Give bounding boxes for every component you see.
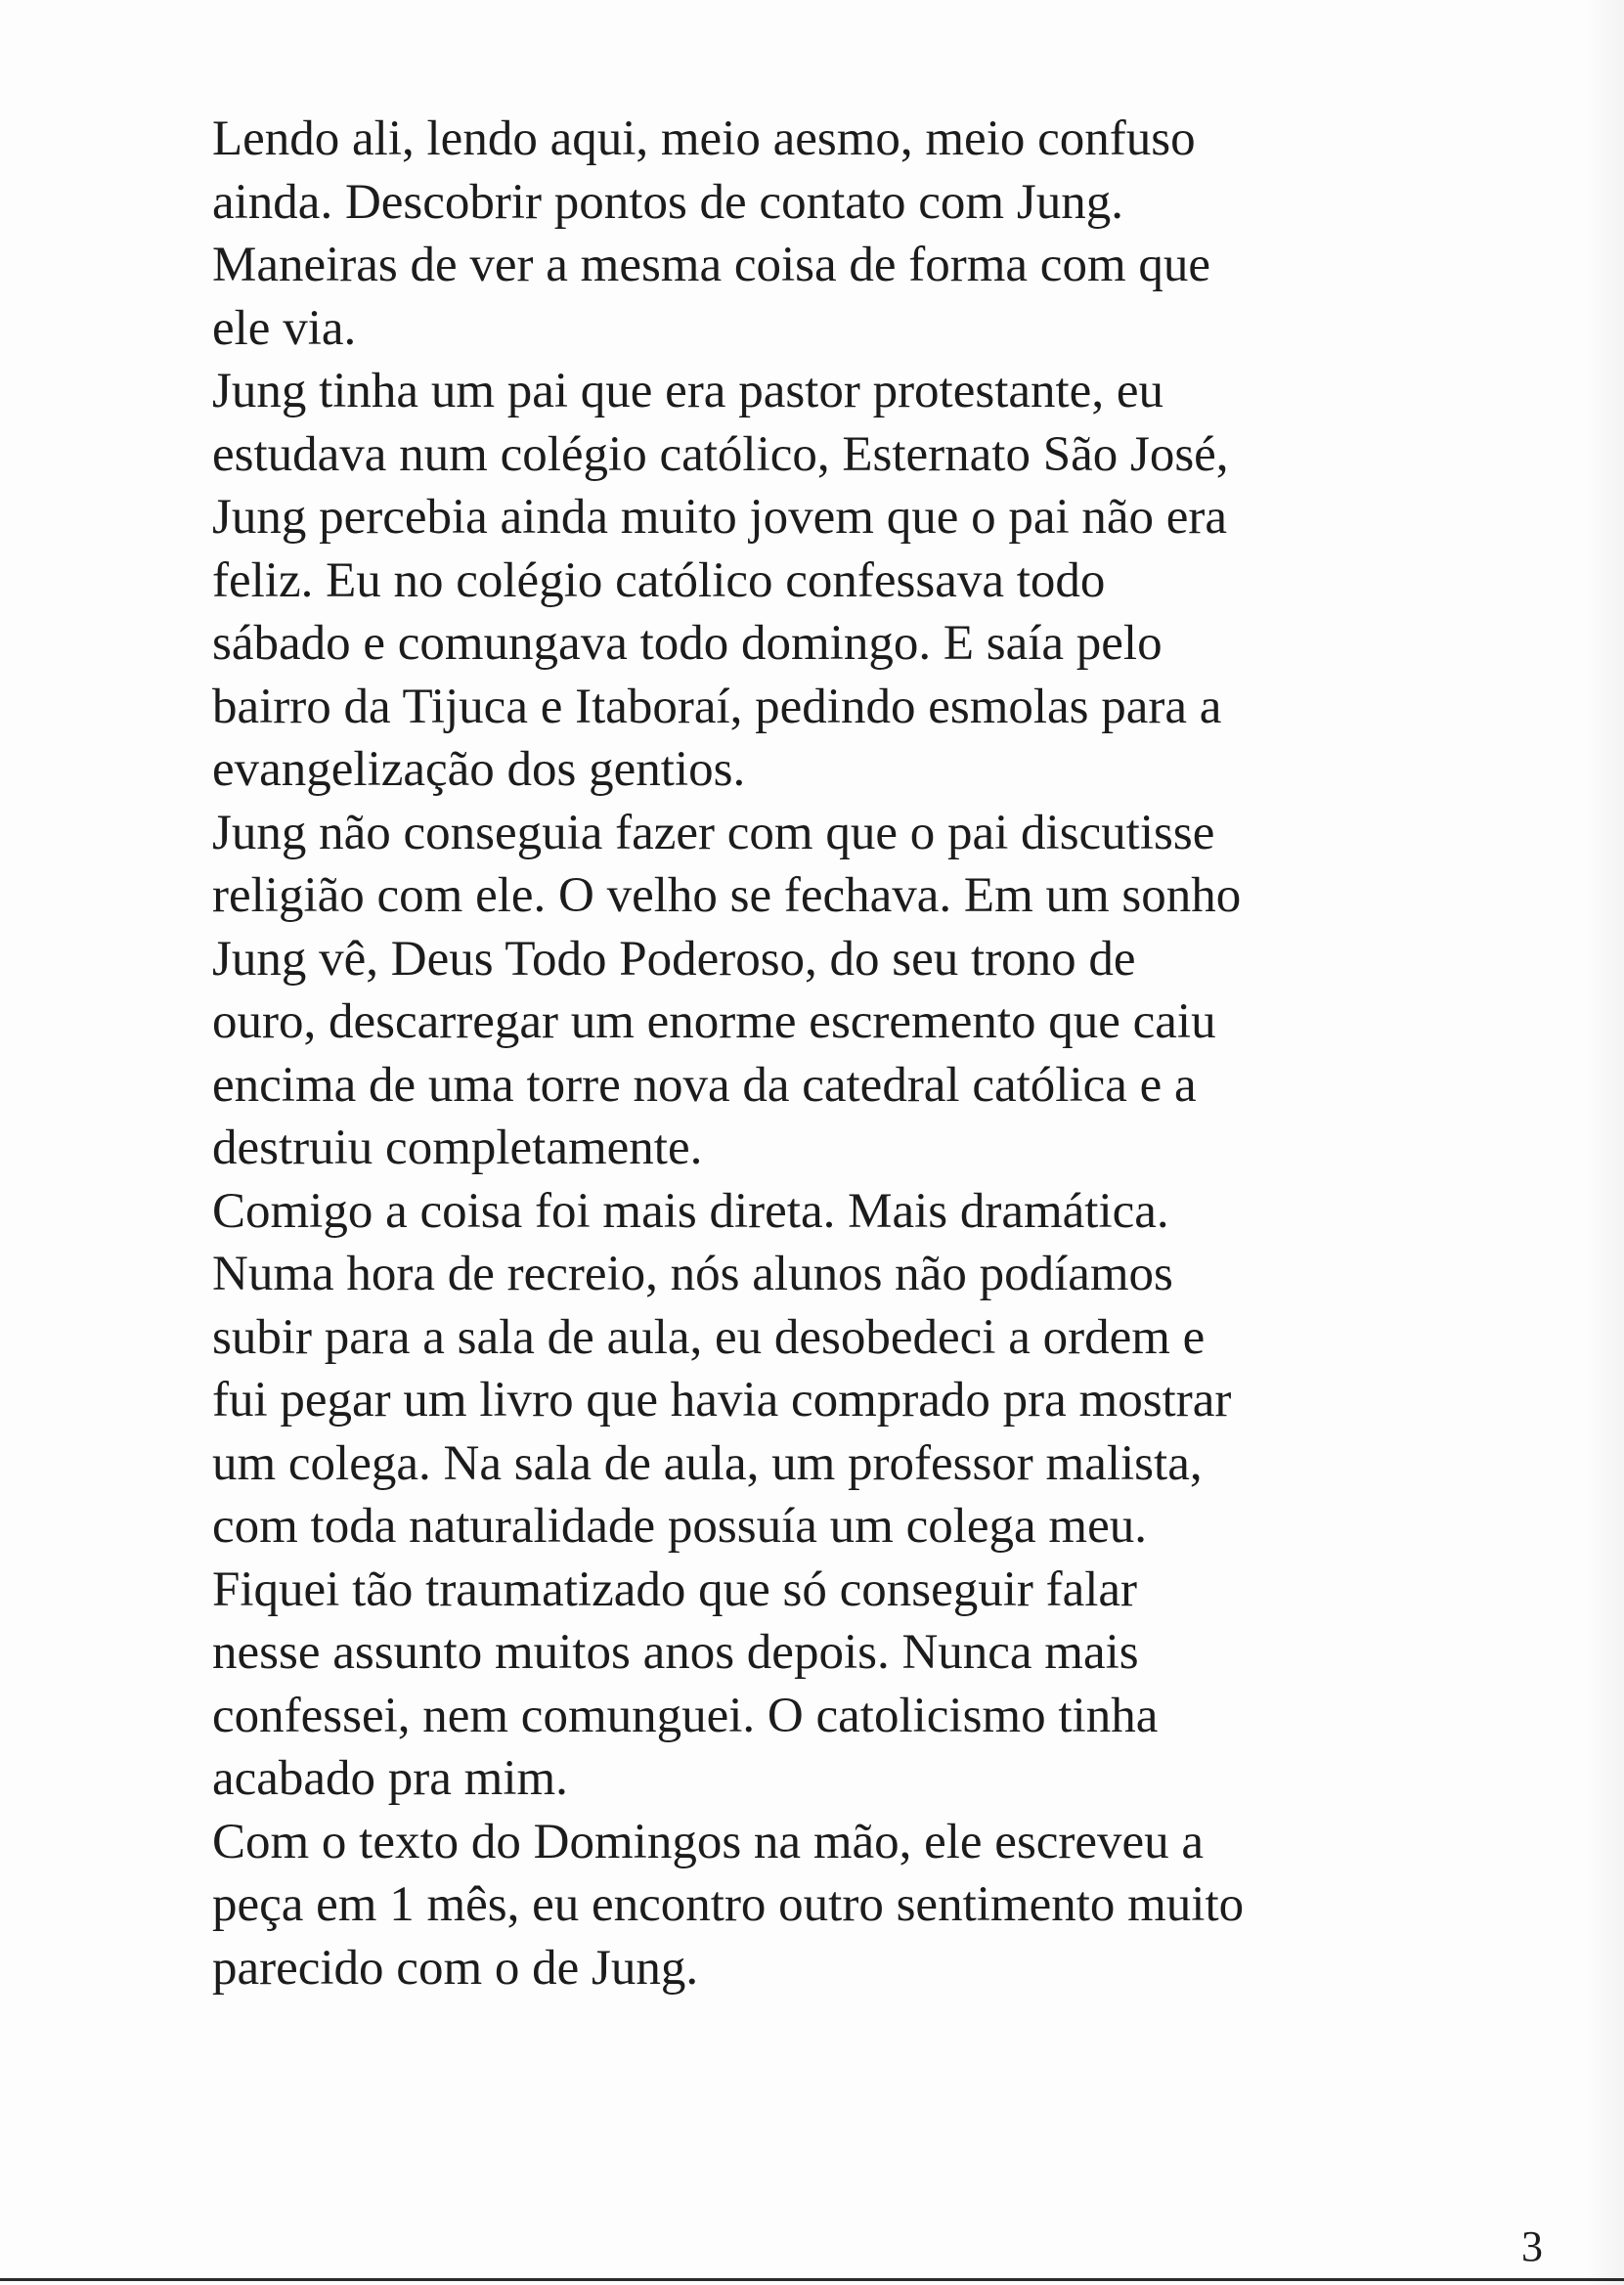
text-line: Lendo ali, lendo aqui, meio aesmo, meio confuso	[212, 111, 1196, 166]
text-line: Maneiras de ver a mesma coisa de forma com que	[212, 238, 1210, 292]
page-bottom-edge	[0, 2278, 1624, 2281]
text-line: Jung vê, Deus Todo Poderoso, do seu trono de	[212, 931, 1136, 987]
text-line: subir para a sala de aula, eu desobedeci a ordem e	[212, 1309, 1206, 1365]
text-line: bairro da Tijuca e Itaboraí, pedindo esmolas para a	[212, 679, 1222, 734]
text-line: religião com ele. O velho se fechava. Em um sonho	[212, 868, 1242, 923]
text-line: parecido com o de Jung.	[212, 1940, 699, 1996]
text-line: com toda naturalidade possuía um colega meu.	[212, 1499, 1147, 1554]
text-line: encima de uma torre nova da catedral católica e a	[212, 1057, 1197, 1113]
text-line: destruiu completamente.	[212, 1121, 703, 1175]
text-line: peça em 1 mês, eu encontro outro sentimento muito	[212, 1877, 1245, 1932]
page-number: 3	[1521, 2222, 1543, 2270]
text-line: ouro, descarregar um enorme escremento que caiu	[212, 994, 1216, 1049]
text-line: Jung percebia ainda muito jovem que o pai não era	[212, 490, 1228, 545]
text-line: Fiquei tão traumatizado que só conseguir falar	[212, 1561, 1138, 1617]
text-line: estudava num colégio católico, Esternato São José,	[212, 426, 1229, 482]
text-line: acabado pra mim.	[212, 1751, 568, 1806]
text-line: nesse assunto muitos anos depois. Nunca mais	[212, 1625, 1139, 1680]
text-line: sábado e comungava todo domingo. E saía pelo	[212, 616, 1163, 671]
text-line: confessei, nem comunguei. O catolicismo tinha	[212, 1688, 1159, 1743]
text-line: Numa hora de recreio, nós alunos não podíamos	[212, 1247, 1173, 1301]
text-line: Jung tinha um pai que era pastor protestante, eu	[212, 364, 1163, 418]
text-line: fui pegar um livro que havia comprado pra mostrar	[212, 1373, 1232, 1428]
text-line: Com o texto do Domingos na mão, ele escreveu a	[212, 1814, 1205, 1869]
text-line: evangelização dos gentios.	[212, 742, 746, 797]
body-text	[212, 108, 1415, 1999]
text-line: feliz. Eu no colégio católico confessava todo	[212, 552, 1106, 608]
text-line: Comigo a coisa foi mais direta. Mais dramática.	[212, 1183, 1169, 1239]
text-line: Jung não conseguia fazer com que o pai discutisse	[212, 805, 1215, 860]
text-line: um colega. Na sala de aula, um professor malista,	[212, 1435, 1203, 1491]
text-line: ainda. Descobrir pontos de contato com Jung.	[212, 174, 1123, 230]
text-line: ele via.	[212, 300, 357, 356]
